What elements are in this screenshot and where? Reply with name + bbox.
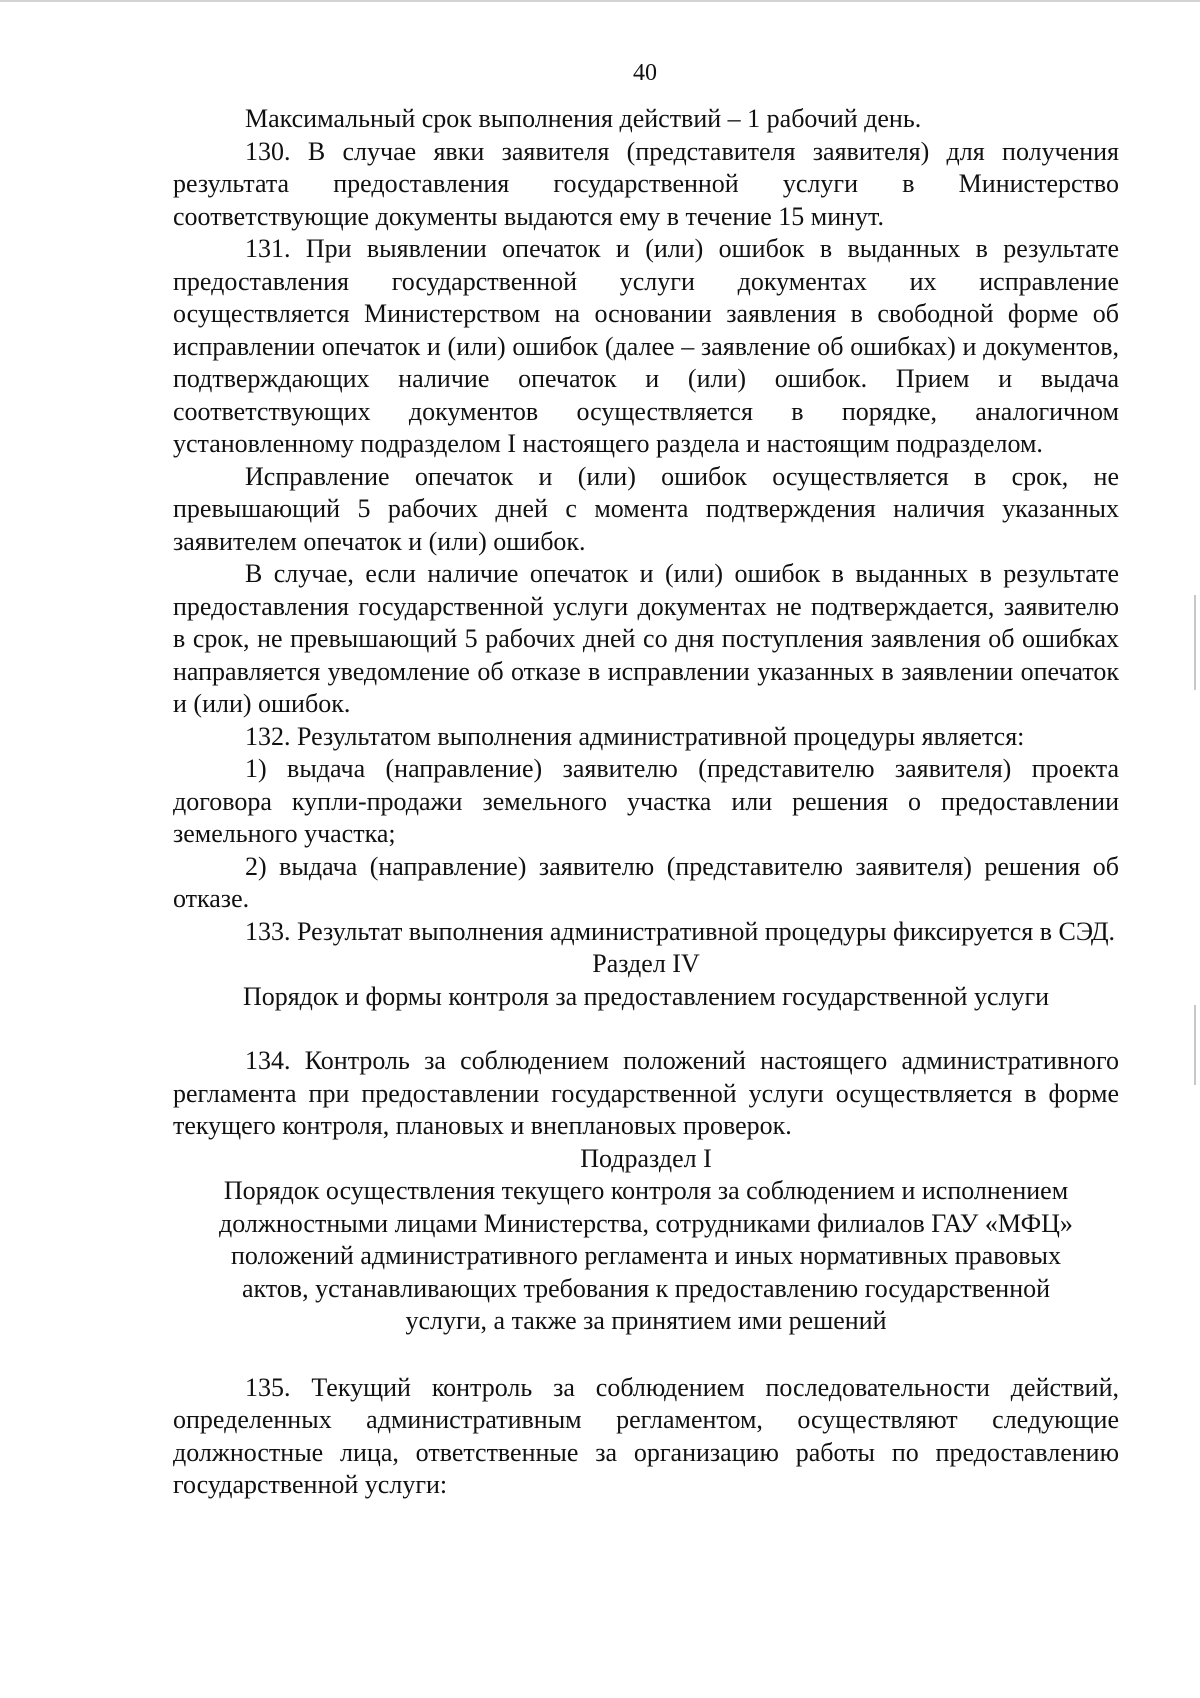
paragraph-133: 133. Результат выполнения административной процедуры фиксируется в СЭД. — [245, 916, 1116, 946]
subsection-label: Подраздел I — [580, 1143, 712, 1173]
subsection-title-line: Порядок осуществления текущего контроля за соблюдением и исполнением — [223, 1176, 1069, 1205]
paragraph-132-item-2: 2) выдача (направление) заявителю (представителю заявителя) решения об отказе. — [173, 851, 1119, 913]
paragraph-132: 132. Результатом выполнения административной процедуры является: — [245, 721, 1025, 751]
paragraph-131-correction-term: Исправление опечаток и (или) ошибок осуществляется в срок, не превышающий 5 рабочих дней с момента подтверждения наличия указанных заявителем опечаток и (или) ошибок. — [173, 461, 1119, 556]
paragraph-130: 130. В случае явки заявителя (представителя заявителя) для получения результата предоставления государственной услуги в Министерство соответствующие документы выдаются ему в течение 15 минут. — [173, 136, 1119, 231]
subsection-title-line: актов, устанавливающих требования к предоставлению государственной — [241, 1273, 1051, 1303]
paragraph-135: 135. Текущий контроль за соблюдением последовательности действий, определенных административным регламентом, осуществляют следующие должностные лица, ответственные за организацию работы по предоставлению государственной услуги: — [173, 1372, 1119, 1499]
subsection-title-line: услуги, а также за принятием ими решений — [405, 1306, 887, 1335]
subsection-title-line: должностными лицами Министерства, сотрудниками филиалов ГАУ «МФЦ» — [219, 1208, 1073, 1238]
subsection-title — [173, 1175, 1119, 1338]
scan-edge-mark — [1194, 1005, 1196, 1085]
section-label: Раздел IV — [592, 949, 700, 978]
document-body — [173, 103, 1119, 1502]
section-title: Порядок и формы контроля за предоставлением государственной услуги — [242, 981, 1050, 1011]
paragraph-134: 134. Контроль за соблюдением положений настоящего административного регламента при предоставлении государственной услуги осуществляется в форме текущего контроля, плановых и внеплановых проверок. — [173, 1046, 1119, 1140]
paragraph-deadline: Максимальный срок выполнения действий – 1 рабочий день. — [245, 104, 922, 133]
paragraph-131: 131. При выявлении опечаток и (или) ошибок в выданных в результате предоставления государственной услуги документах их исправление осуществляется Министерством на основании заявления в свободной форме об исправлении опечаток и (или) ошибок (далее – заявление об ошибках) и документов, подтверждающих наличие опечаток и (или) ошибок. Прием и выдача соответствующих документов осуществляется в порядке, аналогичном установленному подразделом I настоящего раздела и настоящим подразделом. — [173, 234, 1119, 458]
scan-edge-line — [0, 0, 1200, 2]
paragraph-132-item-1: 1) выдача (направление) заявителю (представителю заявителя) проекта договора купли-продажи земельного участка или решения о предоставлении земельного участка; — [173, 754, 1119, 848]
subsection-title-line: положений административного регламента и иных нормативных правовых — [231, 1241, 1061, 1270]
page-number: 40 — [633, 60, 657, 86]
scan-edge-mark — [1194, 595, 1196, 690]
paragraph-131-refusal: В случае, если наличие опечаток и (или) ошибок в выданных в результате предоставления государственной услуги документах не подтверждается, заявителю в срок, не превышающий 5 рабочих дней со дня поступления заявления об ошибках направляется уведомление об отказе в исправлении указанных в заявлении опечаток и (или) ошибок. — [173, 559, 1119, 718]
